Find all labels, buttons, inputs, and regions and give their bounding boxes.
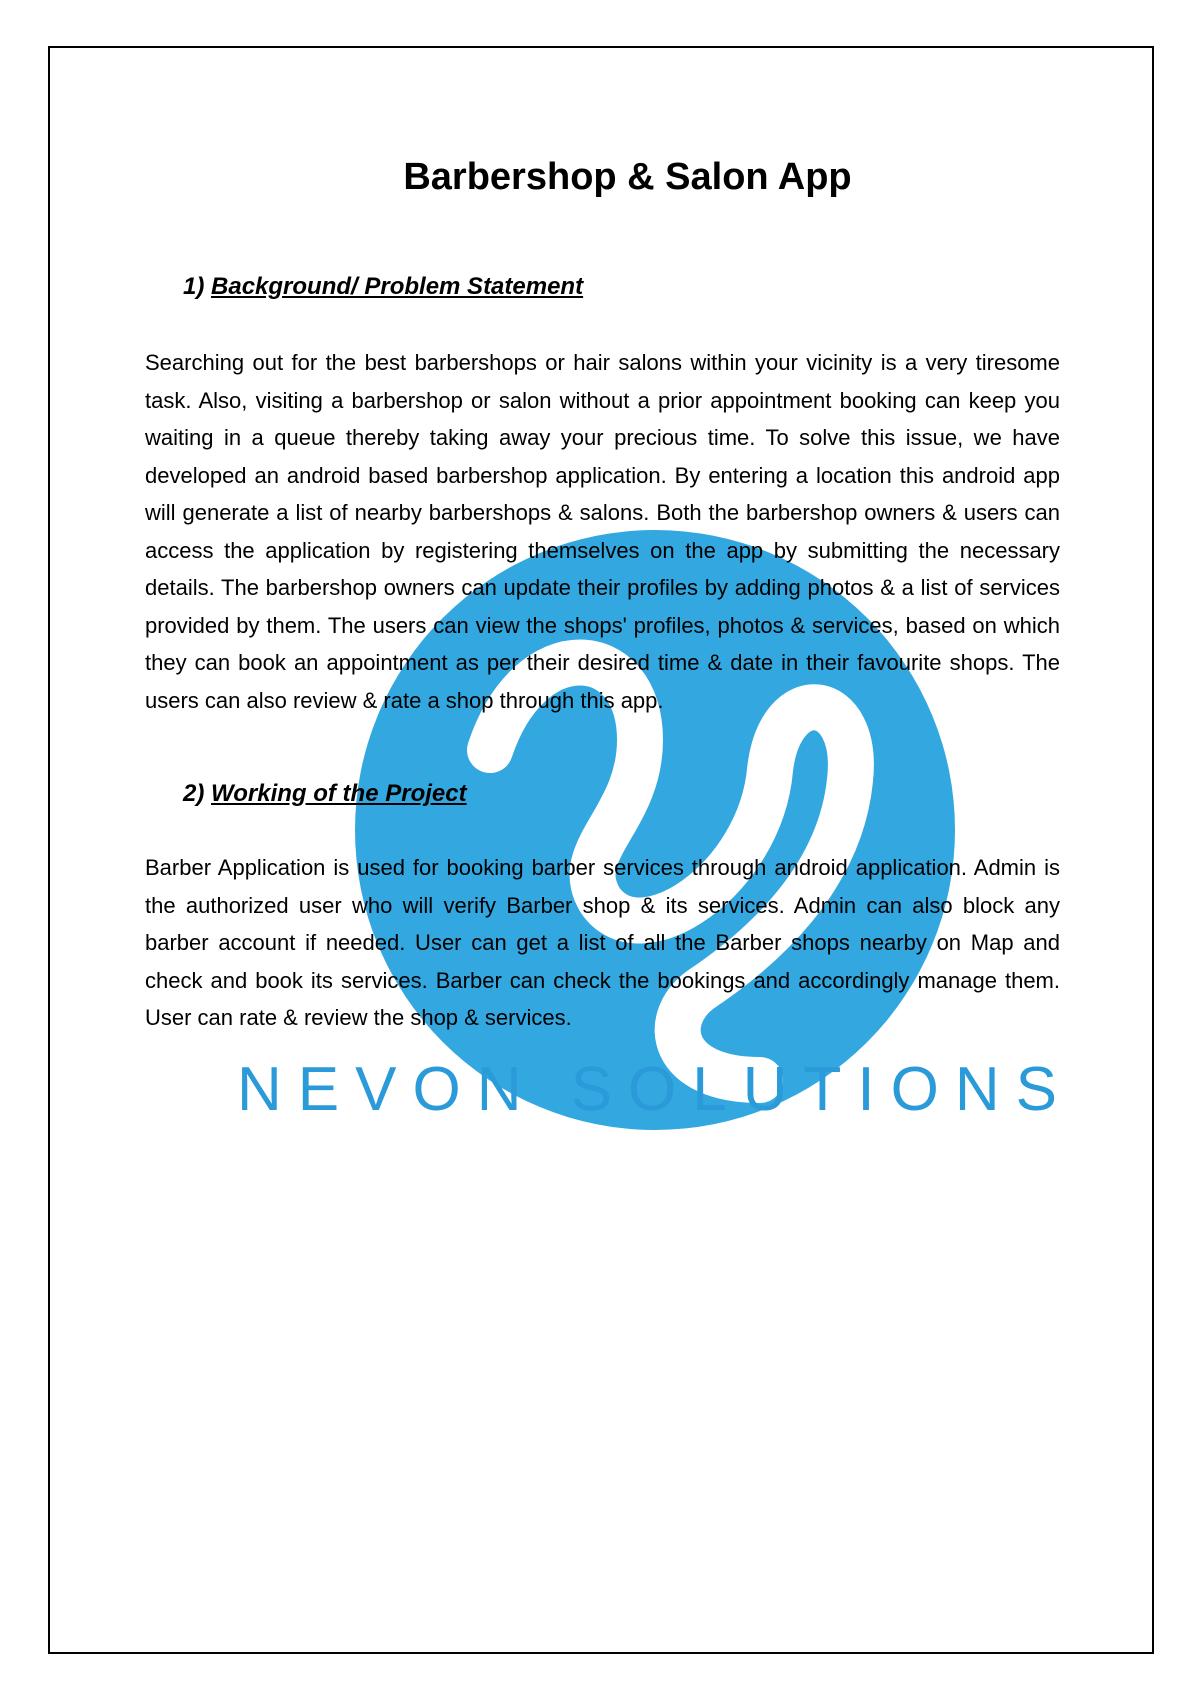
section-title: Working of the Project xyxy=(211,780,467,807)
page-title: Barbershop & Salon App xyxy=(403,156,852,198)
watermark-brand-text: NEVON SOLUTIONS xyxy=(237,1055,1073,1124)
section-heading-background xyxy=(145,270,1060,304)
section-paragraph-working: Barber Application is used for booking barber services through android application. Admin is the authorized user who will verify Barber shop & its services. Admin can also block any barber account if needed. User can get a list of all the Barber shops nearby on Map and check and book its services. Barber can check the bookings and accordingly manage them. User can rate & review the shop & services. xyxy=(145,855,1060,1030)
section-heading-working xyxy=(145,777,1060,811)
section-paragraph-background: Searching out for the best barbershops or hair salons within your vicinity is a very tiresome task. Also, visiting a barbershop or salon without a prior appointment booking can keep you waiting in a queue thereby taking away your precious time. To solve this issue, we have developed an android based barbershop application. By entering a location this android app will generate a list of nearby barbershops & salons. Both the barbershop owners & users can access the application by registering themselves on the app by submitting the necessary details. The barbershop owners can update their profiles by adding photos & a list of services provided by them. The users can view the shops' profiles, photos & services, based on which they can book an appointment as per their desired time & date in their favourite shops. The users can also review & rate a shop through this app. xyxy=(145,350,1060,713)
document-body xyxy=(145,150,1060,1037)
section-title: Background/ Problem Statement xyxy=(211,273,584,300)
section-number: 1) xyxy=(183,273,205,300)
section-number: 2) xyxy=(183,780,205,807)
